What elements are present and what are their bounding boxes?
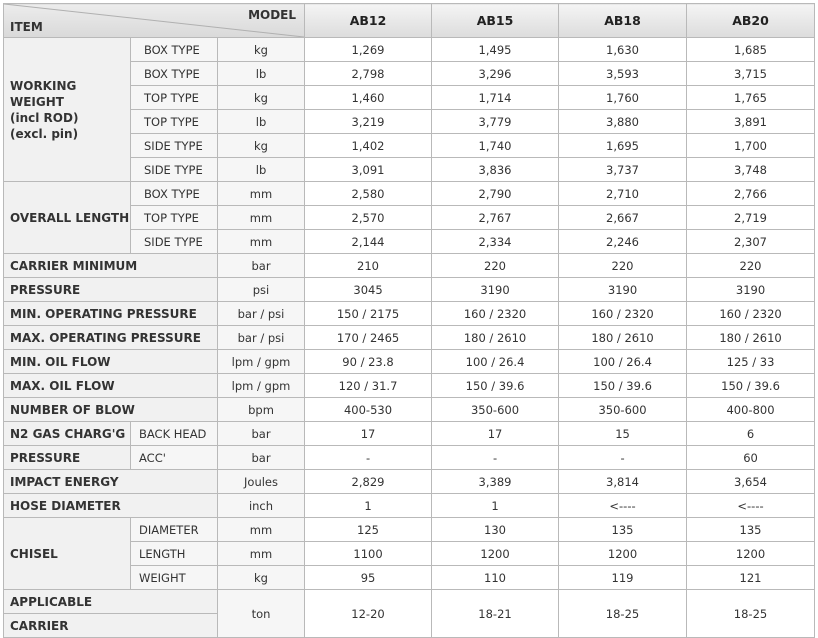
table-row	[4, 278, 815, 302]
unit-cell: lb	[218, 110, 305, 134]
value-cell: 150 / 39.6	[687, 374, 815, 398]
overall-length-label: OVERALL LENGTH	[4, 182, 131, 254]
unit-cell: kg	[218, 86, 305, 110]
table-row	[4, 254, 815, 278]
value-cell: 1,695	[559, 134, 687, 158]
value-cell: 90 / 23.8	[305, 350, 432, 374]
specification-table	[3, 3, 815, 638]
value-cell: 350-600	[432, 398, 559, 422]
value-cell: 220	[559, 254, 687, 278]
unit-cell: mm	[218, 542, 305, 566]
unit-cell: mm	[218, 182, 305, 206]
value-cell: 220	[432, 254, 559, 278]
unit-cell: mm	[218, 230, 305, 254]
n2-gas-label: N2 GAS CHARG'G	[4, 422, 131, 446]
value-cell: 1,460	[305, 86, 432, 110]
value-cell: 400-530	[305, 398, 432, 422]
sub-label: TOP TYPE	[131, 110, 218, 134]
unit-cell: bar	[218, 254, 305, 278]
value-cell: 2,798	[305, 62, 432, 86]
applicable-label: APPLICABLE	[4, 590, 218, 614]
value-cell: 135	[559, 518, 687, 542]
value-cell: -	[559, 446, 687, 470]
value-cell: -	[305, 446, 432, 470]
working-weight-label	[4, 38, 131, 182]
value-cell: 1,740	[432, 134, 559, 158]
value-cell: 2,307	[687, 230, 815, 254]
value-cell: 210	[305, 254, 432, 278]
value-cell: 3,779	[432, 110, 559, 134]
value-cell: 150 / 39.6	[432, 374, 559, 398]
value-cell: 170 / 2465	[305, 326, 432, 350]
item-model-corner	[4, 4, 305, 38]
value-cell: 18-25	[559, 590, 687, 638]
unit-cell: kg	[218, 134, 305, 158]
value-cell: 1,495	[432, 38, 559, 62]
value-cell: 100 / 26.4	[559, 350, 687, 374]
value-cell: 60	[687, 446, 815, 470]
sub-label: BACK HEAD	[131, 422, 218, 446]
value-cell: 150 / 39.6	[559, 374, 687, 398]
sub-label: TOP TYPE	[131, 86, 218, 110]
value-cell: 2,334	[432, 230, 559, 254]
model-header: AB15	[432, 4, 559, 38]
unit-cell: ton	[218, 590, 305, 638]
table-row	[4, 470, 815, 494]
row-label: MAX. OIL FLOW	[4, 374, 218, 398]
value-cell: 2,710	[559, 182, 687, 206]
value-cell: <----	[559, 494, 687, 518]
unit-cell: mm	[218, 518, 305, 542]
hose-diameter-label: HOSE DIAMETER	[4, 494, 218, 518]
value-cell: 160 / 2320	[559, 302, 687, 326]
table-row	[4, 494, 815, 518]
unit-cell: lpm / gpm	[218, 350, 305, 374]
value-cell: 400-800	[687, 398, 815, 422]
sub-label: SIDE TYPE	[131, 230, 218, 254]
model-header: AB12	[305, 4, 432, 38]
table-row	[4, 590, 815, 614]
row-label: NUMBER OF BLOW	[4, 398, 218, 422]
value-cell: 100 / 26.4	[432, 350, 559, 374]
pressure-label: PRESSURE	[4, 278, 218, 302]
value-cell: 350-600	[559, 398, 687, 422]
value-cell: 3,296	[432, 62, 559, 86]
value-cell: 120 / 31.7	[305, 374, 432, 398]
value-cell: <----	[687, 494, 815, 518]
value-cell: 1,760	[559, 86, 687, 110]
value-cell: 2,667	[559, 206, 687, 230]
value-cell: 3,836	[432, 158, 559, 182]
value-cell: 3,654	[687, 470, 815, 494]
chisel-label: CHISEL	[4, 518, 131, 590]
value-cell: 3,219	[305, 110, 432, 134]
value-cell: 125	[305, 518, 432, 542]
unit-cell: bar	[218, 422, 305, 446]
unit-cell: psi	[218, 278, 305, 302]
table-row	[4, 326, 815, 350]
unit-cell: lb	[218, 62, 305, 86]
value-cell: 1,685	[687, 38, 815, 62]
sub-label: BOX TYPE	[131, 62, 218, 86]
value-cell: 3190	[559, 278, 687, 302]
sub-label: LENGTH	[131, 542, 218, 566]
value-cell: 2,570	[305, 206, 432, 230]
sub-label: WEIGHT	[131, 566, 218, 590]
value-cell: 3,389	[432, 470, 559, 494]
value-cell: -	[432, 446, 559, 470]
value-cell: 121	[687, 566, 815, 590]
value-cell: 119	[559, 566, 687, 590]
value-cell: 2,829	[305, 470, 432, 494]
working-weight-line: (excl. pin)	[10, 126, 79, 141]
value-cell: 3190	[687, 278, 815, 302]
sub-label: DIAMETER	[131, 518, 218, 542]
model-header: AB20	[687, 4, 815, 38]
row-label: MAX. OPERATING PRESSURE	[4, 326, 218, 350]
model-header-label: MODEL	[248, 8, 297, 22]
sub-label: ACC'	[131, 446, 218, 470]
value-cell: 2,766	[687, 182, 815, 206]
value-cell: 130	[432, 518, 559, 542]
value-cell: 3,891	[687, 110, 815, 134]
unit-cell: bar / psi	[218, 302, 305, 326]
value-cell: 180 / 2610	[432, 326, 559, 350]
value-cell: 3,880	[559, 110, 687, 134]
unit-cell: Joules	[218, 470, 305, 494]
value-cell: 160 / 2320	[432, 302, 559, 326]
value-cell: 3,814	[559, 470, 687, 494]
value-cell: 1,765	[687, 86, 815, 110]
value-cell: 1	[432, 494, 559, 518]
unit-cell: bar	[218, 446, 305, 470]
table-row	[4, 38, 815, 62]
value-cell: 3,737	[559, 158, 687, 182]
value-cell: 1,402	[305, 134, 432, 158]
value-cell: 1200	[687, 542, 815, 566]
unit-cell: inch	[218, 494, 305, 518]
value-cell: 150 / 2175	[305, 302, 432, 326]
value-cell: 17	[305, 422, 432, 446]
model-header: AB18	[559, 4, 687, 38]
value-cell: 1200	[559, 542, 687, 566]
value-cell: 3,593	[559, 62, 687, 86]
item-header-label: ITEM	[10, 20, 43, 34]
working-weight-line: (incl ROD)	[10, 110, 79, 125]
table-row	[4, 182, 815, 206]
header-row	[4, 4, 815, 38]
value-cell: 12-20	[305, 590, 432, 638]
value-cell: 1,714	[432, 86, 559, 110]
sub-label: TOP TYPE	[131, 206, 218, 230]
unit-cell: mm	[218, 206, 305, 230]
sub-label: BOX TYPE	[131, 38, 218, 62]
n2-pressure-label: PRESSURE	[4, 446, 131, 470]
value-cell: 6	[687, 422, 815, 446]
value-cell: 1100	[305, 542, 432, 566]
table-row	[4, 422, 815, 446]
value-cell: 135	[687, 518, 815, 542]
table-row	[4, 374, 815, 398]
unit-cell: bar / psi	[218, 326, 305, 350]
sub-label: BOX TYPE	[131, 182, 218, 206]
value-cell: 3,748	[687, 158, 815, 182]
table-row	[4, 398, 815, 422]
unit-cell: bpm	[218, 398, 305, 422]
working-weight-line: WORKING WEIGHT	[10, 78, 77, 109]
value-cell: 15	[559, 422, 687, 446]
unit-cell: lpm / gpm	[218, 374, 305, 398]
table-row	[4, 350, 815, 374]
value-cell: 180 / 2610	[687, 326, 815, 350]
value-cell: 1200	[432, 542, 559, 566]
value-cell: 2,246	[559, 230, 687, 254]
impact-energy-label: IMPACT ENERGY	[4, 470, 218, 494]
value-cell: 18-25	[687, 590, 815, 638]
unit-cell: kg	[218, 566, 305, 590]
table-row	[4, 446, 815, 470]
carrier-label: CARRIER	[4, 614, 218, 638]
value-cell: 95	[305, 566, 432, 590]
value-cell: 2,580	[305, 182, 432, 206]
value-cell: 18-21	[432, 590, 559, 638]
row-label: MIN. OIL FLOW	[4, 350, 218, 374]
value-cell: 3190	[432, 278, 559, 302]
unit-cell: lb	[218, 158, 305, 182]
value-cell: 2,790	[432, 182, 559, 206]
value-cell: 220	[687, 254, 815, 278]
table-row	[4, 302, 815, 326]
value-cell: 1,269	[305, 38, 432, 62]
value-cell: 180 / 2610	[559, 326, 687, 350]
value-cell: 2,144	[305, 230, 432, 254]
value-cell: 125 / 33	[687, 350, 815, 374]
value-cell: 3,715	[687, 62, 815, 86]
value-cell: 1,630	[559, 38, 687, 62]
value-cell: 110	[432, 566, 559, 590]
unit-cell: kg	[218, 38, 305, 62]
value-cell: 3,091	[305, 158, 432, 182]
table-row	[4, 518, 815, 542]
value-cell: 2,767	[432, 206, 559, 230]
value-cell: 160 / 2320	[687, 302, 815, 326]
value-cell: 1,700	[687, 134, 815, 158]
sub-label: SIDE TYPE	[131, 158, 218, 182]
value-cell: 2,719	[687, 206, 815, 230]
value-cell: 1	[305, 494, 432, 518]
value-cell: 3045	[305, 278, 432, 302]
row-label: MIN. OPERATING PRESSURE	[4, 302, 218, 326]
value-cell: 17	[432, 422, 559, 446]
sub-label: SIDE TYPE	[131, 134, 218, 158]
carrier-minimum-label: CARRIER MINIMUM	[4, 254, 218, 278]
